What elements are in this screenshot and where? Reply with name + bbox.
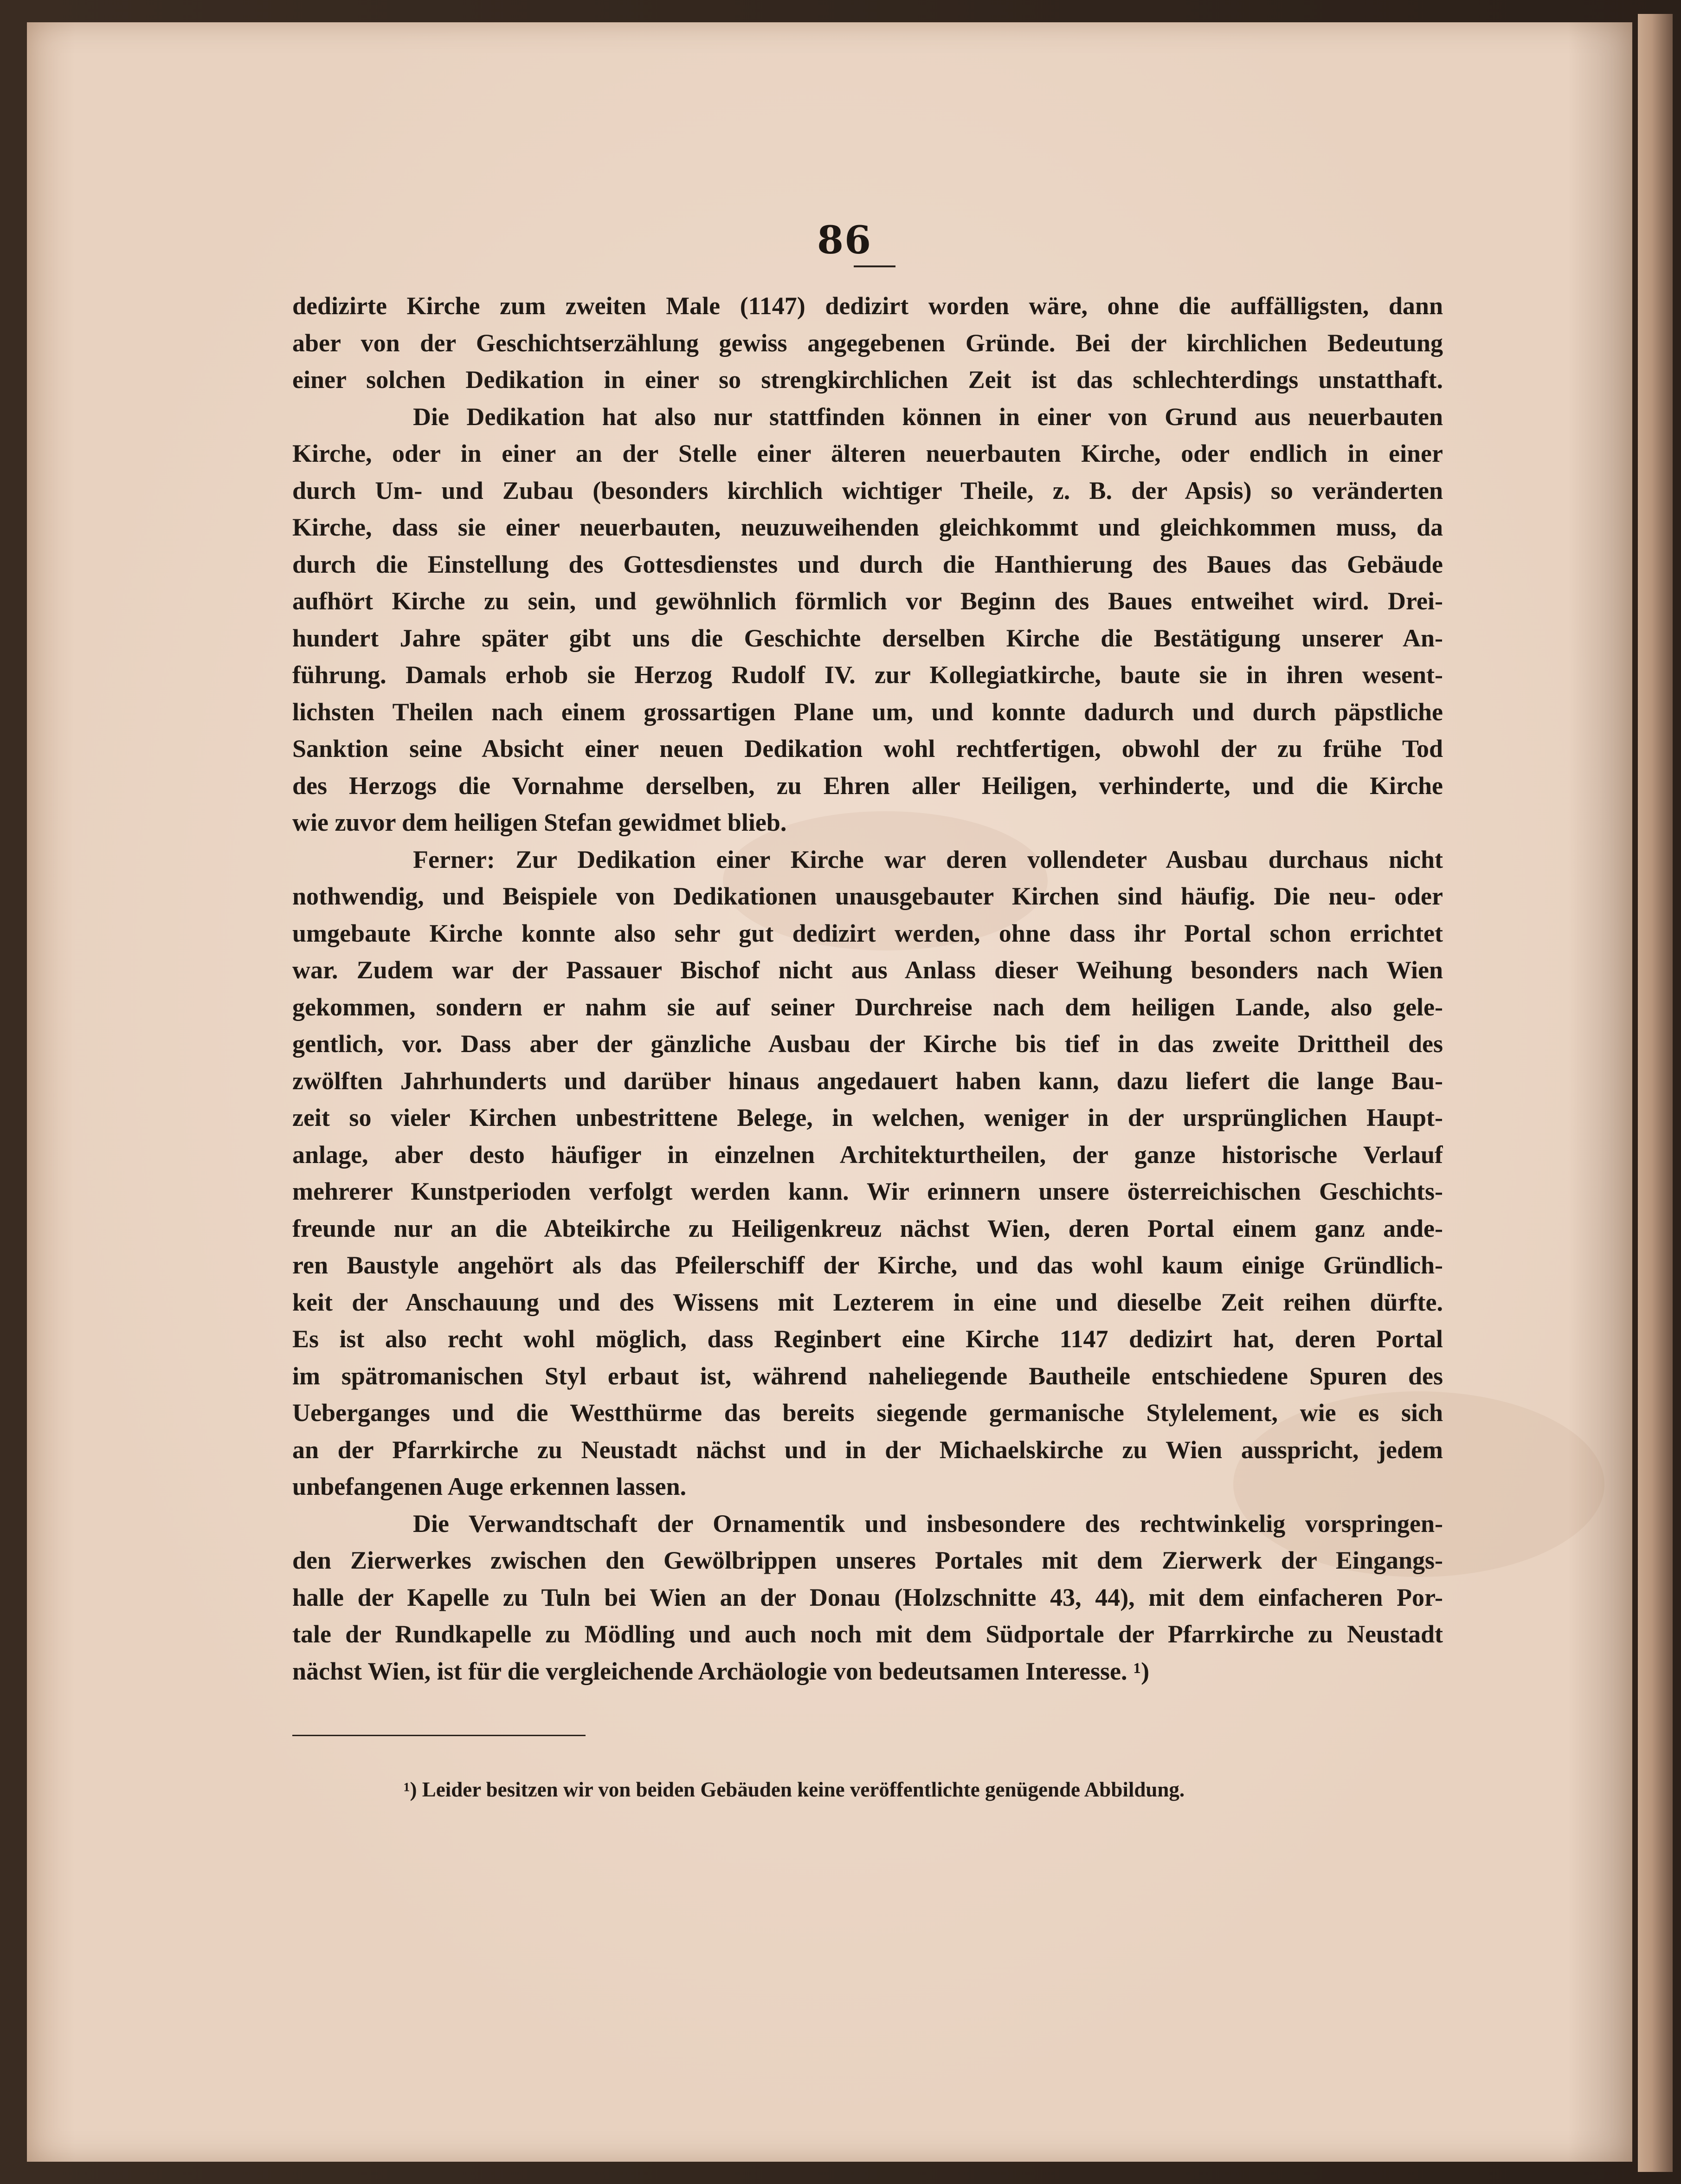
text-line: einer solchen Dedikation in einer so strengkirchlichen Zeit ist das schlechterdings unstatthaft. [292,366,1443,394]
page-edge [1638,14,1673,2172]
text-line: zwölften Jahrhunderts und darüber hinaus angedauert haben kann, dazu liefert die lange Bau- [292,1066,1443,1095]
text-line: im spätromanischen Styl erbaut ist, während naheliegende Bautheile entschiedene Spuren des [292,1362,1443,1390]
text-line: lichsten Theilen nach einem grossartigen Plane um, und konnte dadurch und durch päpstliche [292,698,1443,726]
page-number-rule [854,265,895,267]
text-line: ren Baustyle angehört als das Pfeilerschiff der Kirche, und das wohl kaum einige Gründlich- [292,1251,1443,1279]
text-line: Die Dedikation hat also nur stattfinden können in einer von Grund aus neuerbauten [413,402,1443,431]
text-line: des Herzogs die Vornahme derselben, zu Ehren aller Heiligen, verhinderte, und die Kirche [292,771,1443,800]
text-line: gentlich, vor. Dass aber der gänzliche Ausbau der Kirche bis tief in das zweite Drittheil des [292,1030,1443,1058]
text-line: unbefangenen Auge erkennen lassen. [292,1473,687,1500]
footnote-text: Leider besitzen wir von beiden Gebäuden keine veröffentlichte genügende Abbildung. [422,1778,1185,1801]
text-line: freunde nur an die Abteikirche zu Heiligenkreuz nächst Wien, deren Portal einem ganz ande- [292,1214,1443,1242]
page-number: 86 [817,218,872,263]
text-line: nächst Wien, ist für die vergleichende Archäologie von bedeutsamen Interesse. ¹) [292,1657,1150,1685]
text-line: führung. Damals erhob sie Herzog Rudolf IV. zur Kollegiatkirche, baute sie in ihren wesent- [292,661,1443,689]
footnote-marker: ¹) [404,1778,417,1801]
text-line: Kirche, dass sie einer neuerbauten, neuzuweihenden gleichkommt und gleichkommen muss, da [292,513,1443,541]
text-line: halle der Kapelle zu Tuln bei Wien an der Donau (Holzschnitte 43, 44), mit dem einfacheren Por- [292,1583,1443,1611]
text-line: nothwendig, und Beispiele von Dedikationen unausgebauter Kirchen sind häufig. Die neu- oder [292,882,1443,910]
text-line: umgebaute Kirche konnte also sehr gut dedizirt werden, ohne dass ihr Portal schon errichtet [292,919,1443,947]
text-line: mehrerer Kunstperioden verfolgt werden kann. Wir erinnern unsere österreichischen Geschichts- [292,1177,1443,1205]
footnote [404,1776,1378,1803]
text-line: aufhört Kirche zu sein, und gewöhnlich förmlich vor Beginn des Baues entweihet wird. Drei- [292,587,1443,615]
footnote-rule [292,1735,586,1736]
text-line: Es ist also recht wohl möglich, dass Reginbert eine Kirche 1147 dedizirt hat, deren Portal [292,1325,1443,1353]
text-line: Ueberganges und die Westthürme das bereits siegende germanische Stylelement, wie es sich [292,1399,1443,1427]
text-line: wie zuvor dem heiligen Stefan gewidmet blieb. [292,808,787,836]
text-line: den Zierwerkes zwischen den Gewölbrippen unseres Portales mit dem Zierwerk der Eingangs- [292,1546,1443,1574]
text-line: anlage, aber desto häufiger in einzelnen Architekturtheilen, der ganze historische Verlauf [292,1140,1443,1169]
text-line: Ferner: Zur Dedikation einer Kirche war deren vollendeter Ausbau durchaus nicht [413,845,1443,873]
text-line: hundert Jahre später gibt uns die Geschichte derselben Kirche die Bestätigung unserer An- [292,624,1443,652]
text-line: keit der Anschauung und des Wissens mit Lezterem in eine und dieselbe Zeit reihen dürfte. [292,1288,1443,1316]
text-line: tale der Rundkapelle zu Mödling und auch noch mit dem Südportale der Pfarrkirche zu Neustadt [292,1620,1443,1648]
text-line: zeit so vieler Kirchen unbestrittene Belege, in welchen, weniger in der ursprünglichen Haupt- [292,1104,1443,1131]
text-line: durch Um- und Zubau (besonders kirchlich wichtiger Theile, z. B. der Apsis) so veränderten [292,476,1443,504]
text-line: dedizirte Kirche zum zweiten Male (1147) dedizirt worden wäre, ohne die auffälligsten, dann [292,292,1443,320]
text-line: gekommen, sondern er nahm sie auf seiner Durchreise nach dem heiligen Lande, also gele- [292,993,1443,1021]
text-line: Kirche, oder in einer an der Stelle einer älteren neuerbauten Kirche, oder endlich in einer [292,439,1443,467]
text-line: an der Pfarrkirche zu Neustadt nächst und in der Michaelskirche zu Wien ausspricht, jedem [292,1435,1443,1464]
text-line: Die Verwandtschaft der Ornamentik und insbesondere des rechtwinkelig vorspringen- [413,1509,1443,1538]
text-line: durch die Einstellung des Gottesdienstes und durch die Hanthierung des Baues das Gebäude [292,550,1443,578]
text-line: Sanktion seine Absicht einer neuen Dedikation wohl rechtfertigen, obwohl der zu frühe Tod [292,735,1443,762]
body-text [292,288,1443,1690]
text-line: aber von der Geschichtserzählung gewiss angegebenen Gründe. Bei der kirchlichen Bedeutung [292,329,1443,357]
text-line: war. Zudem war der Passauer Bischof nicht aus Anlass dieser Weihung besonders nach Wien [292,956,1443,984]
